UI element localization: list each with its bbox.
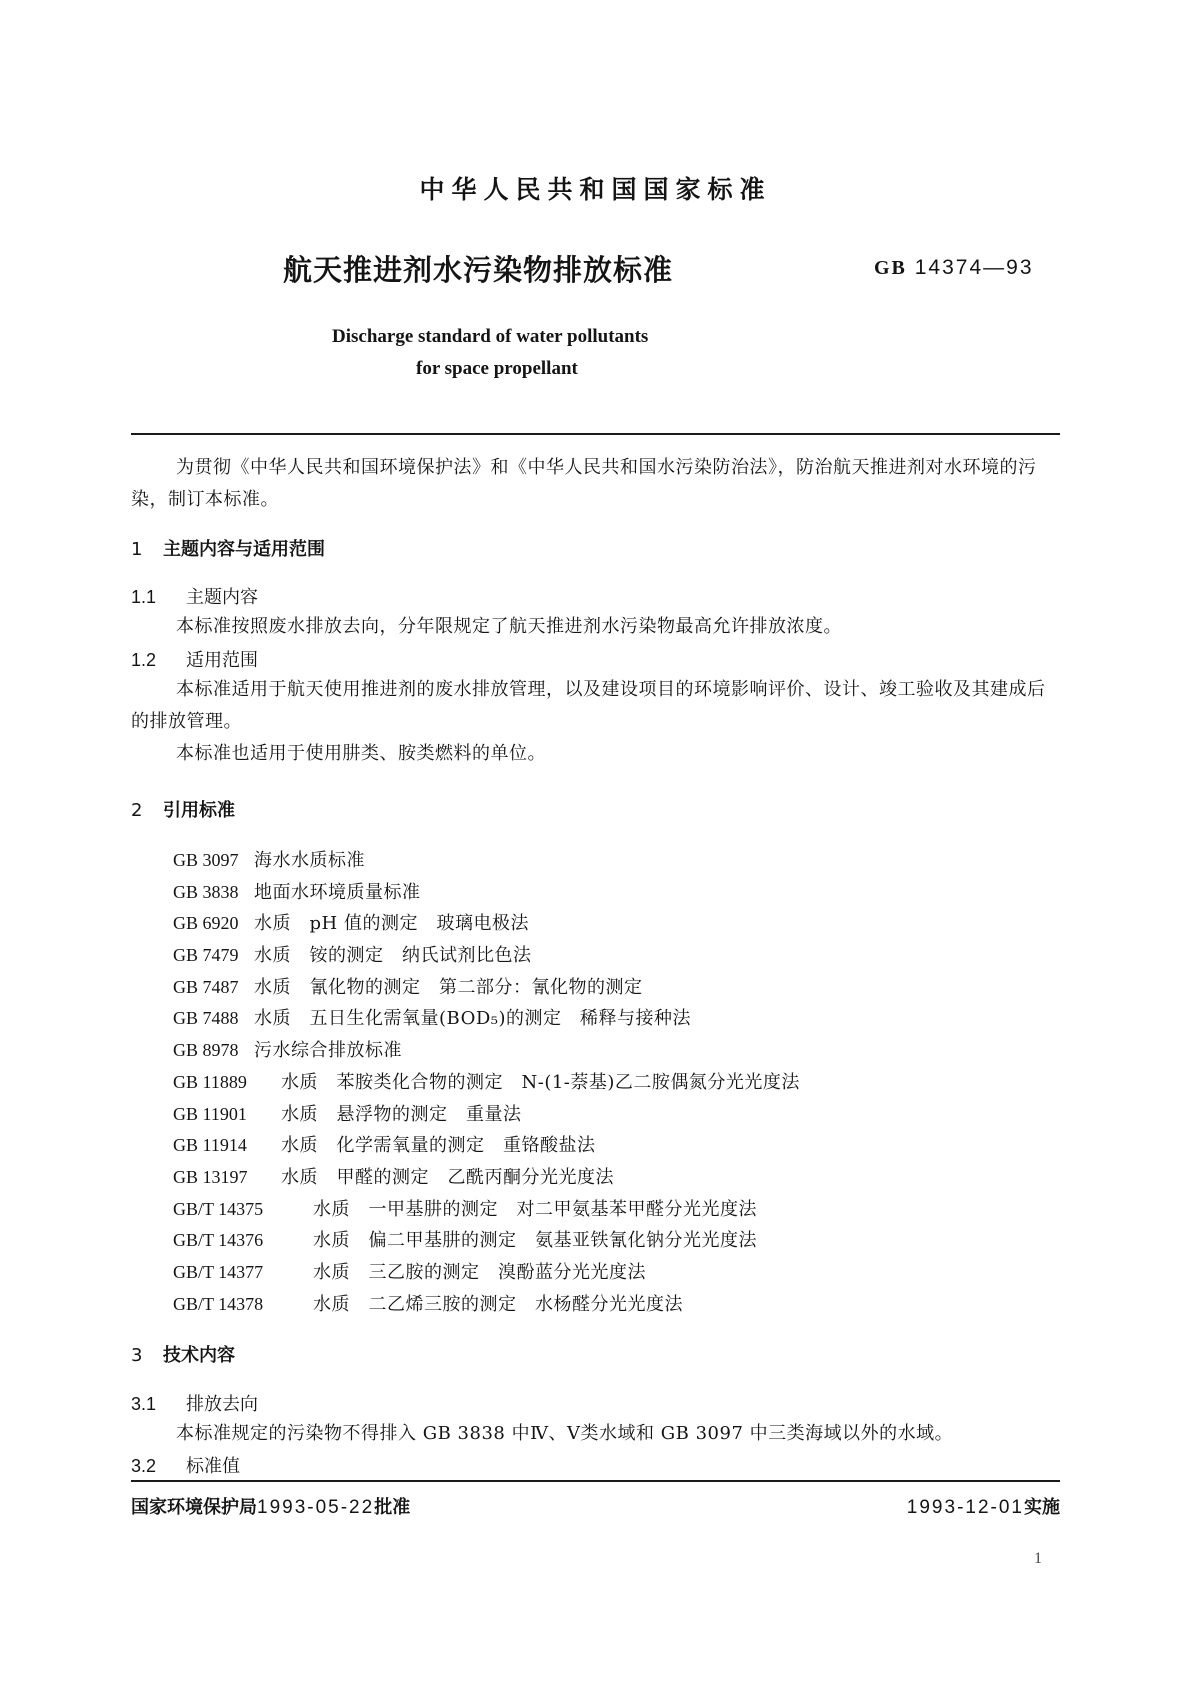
reference-name: 水质 偏二甲基肼的测定 氨基亚铁氰化钠分光光度法 xyxy=(313,1230,757,1252)
reference-code: GB 13197 xyxy=(173,1166,248,1187)
standard-code xyxy=(874,256,1034,280)
reference-code: GB 7487 xyxy=(173,976,239,997)
reference-name: 水质 铵的测定 纳氏试剂比色法 xyxy=(254,945,532,967)
reference-code: GB/T 14376 xyxy=(173,1230,264,1251)
page-number: 1 xyxy=(1034,1550,1042,1567)
subsection-1-1-text: 本标准按照废水排放去向，分年限规定了航天推进剂水污染物最高允许排放浓度。 xyxy=(176,616,842,637)
subsection-1-2-heading xyxy=(131,646,258,672)
reference-name: 污水综合排放标准 xyxy=(254,1040,402,1062)
subsection-number: 1.1 xyxy=(131,587,157,607)
approval-suffix: 批准 xyxy=(374,1497,411,1518)
subsection-number: 1.2 xyxy=(131,650,157,670)
subsection-3-1-heading xyxy=(131,1390,258,1416)
reference-code: GB 8978 xyxy=(173,1040,239,1061)
section-1-heading xyxy=(131,535,325,561)
subsection-3-1-text: 本标准规定的污染物不得排入 GB 3838 中Ⅳ、Ⅴ类水域和 GB 3097 中三类海域以外的水域。 xyxy=(176,1423,954,1444)
reference-item xyxy=(173,908,800,940)
reference-code: GB/T 14377 xyxy=(173,1261,264,1282)
document-title: 航天推进剂水污染物排放标准 xyxy=(283,253,674,287)
subsection-title: 标准值 xyxy=(186,1456,240,1477)
reference-name: 水质 氰化物的测定 第二部分：氰化物的测定 xyxy=(254,976,643,998)
subsection-title: 排放去向 xyxy=(186,1394,258,1415)
subsection-title: 主题内容 xyxy=(186,587,258,608)
effective-suffix: 实施 xyxy=(1024,1497,1060,1518)
subsection-number: 3.1 xyxy=(131,1394,157,1414)
english-title-line2: for space propellant xyxy=(416,358,578,379)
section-3-heading xyxy=(131,1341,235,1367)
english-title-line1: Discharge standard of water pollutants xyxy=(332,326,649,347)
reference-name: 水质 二乙烯三胺的测定 水杨醛分光光度法 xyxy=(313,1293,683,1315)
intro-paragraph: 为贯彻《中华人民共和国环境保护法》和《中华人民共和国水污染防治法》，防治航天推进剂对水环境的污染，制订本标准。 xyxy=(131,457,1037,510)
footer-divider xyxy=(131,1480,1060,1482)
reference-code: GB 11889 xyxy=(173,1071,247,1092)
reference-code: GB 6920 xyxy=(173,913,239,934)
section-title: 主题内容与适用范围 xyxy=(163,539,325,560)
section-number: 3 xyxy=(131,1345,143,1366)
reference-name: 水质 pH 值的测定 玻璃电极法 xyxy=(254,913,529,935)
reference-item xyxy=(173,1194,800,1226)
section-number: 1 xyxy=(131,539,143,560)
reference-item xyxy=(173,972,800,1004)
section-number: 2 xyxy=(131,800,143,821)
reference-code: GB 7488 xyxy=(173,1008,239,1029)
standard-code-prefix: GB xyxy=(874,257,907,279)
reference-code: GB/T 14375 xyxy=(173,1198,264,1219)
reference-name: 水质 三乙胺的测定 溴酚蓝分光光度法 xyxy=(313,1261,646,1283)
header-divider xyxy=(131,433,1060,435)
reference-code: GB 7479 xyxy=(173,945,239,966)
section-title: 技术内容 xyxy=(163,1345,235,1366)
reference-item xyxy=(173,1035,800,1067)
reference-item xyxy=(173,1003,800,1035)
reference-name: 水质 五日生化需氧量(BOD₅)的测定 稀释与接种法 xyxy=(254,1008,692,1030)
approval-date: 1993-05-22 xyxy=(257,1497,375,1518)
reference-item xyxy=(173,1099,800,1131)
subsection-title: 适用范围 xyxy=(186,650,258,671)
reference-item xyxy=(173,940,800,972)
reference-name: 水质 苯胺类化合物的测定 N-(1-萘基)乙二胺偶氮分光光度法 xyxy=(281,1071,800,1093)
reference-name: 海水水质标准 xyxy=(254,850,365,871)
reference-item xyxy=(173,1162,800,1194)
reference-item xyxy=(173,1067,800,1099)
section-title: 引用标准 xyxy=(163,800,235,821)
reference-name: 水质 甲醛的测定 乙酰丙酮分光光度法 xyxy=(281,1166,614,1188)
reference-name: 水质 悬浮物的测定 重量法 xyxy=(281,1103,522,1125)
effective-date: 1993-12-01 xyxy=(906,1497,1024,1518)
referenced-standards-list xyxy=(173,845,800,1320)
subsection-1-2-text-2: 本标准也适用于使用肼类、胺类燃料的单位。 xyxy=(176,743,546,764)
reference-name: 水质 化学需氧量的测定 重铬酸盐法 xyxy=(281,1135,596,1157)
reference-item xyxy=(173,1257,800,1289)
subsection-3-2-heading xyxy=(131,1452,240,1478)
reference-code: GB 11901 xyxy=(173,1103,247,1124)
reference-item xyxy=(173,877,800,909)
reference-code: GB 3838 xyxy=(173,881,239,902)
subsection-number: 3.2 xyxy=(131,1456,157,1476)
national-standard-heading: 中华人民共和国国家标准 xyxy=(419,175,772,204)
effective-line xyxy=(907,1493,1060,1519)
reference-name: 水质 一甲基肼的测定 对二甲氨基苯甲醛分光光度法 xyxy=(313,1198,757,1220)
reference-item xyxy=(173,1225,800,1257)
reference-code: GB/T 14378 xyxy=(173,1293,264,1314)
standard-code-number: 14374—93 xyxy=(914,256,1034,279)
section-2-heading xyxy=(131,796,235,822)
subsection-1-2-text: 本标准适用于航天使用推进剂的废水排放管理，以及建设项目的环境影响评价、设计、竣工验收及其建成后的排放管理。 xyxy=(131,679,1046,732)
reference-name: 地面水环境质量标准 xyxy=(254,881,421,903)
approving-authority: 国家环境保护局 xyxy=(131,1497,257,1518)
reference-item xyxy=(173,1289,800,1321)
reference-item xyxy=(173,1130,800,1162)
reference-item xyxy=(173,845,800,877)
approval-line xyxy=(131,1493,410,1519)
reference-code: GB 11914 xyxy=(173,1135,247,1156)
reference-code: GB 3097 xyxy=(173,850,239,870)
subsection-1-1-heading xyxy=(131,583,258,609)
